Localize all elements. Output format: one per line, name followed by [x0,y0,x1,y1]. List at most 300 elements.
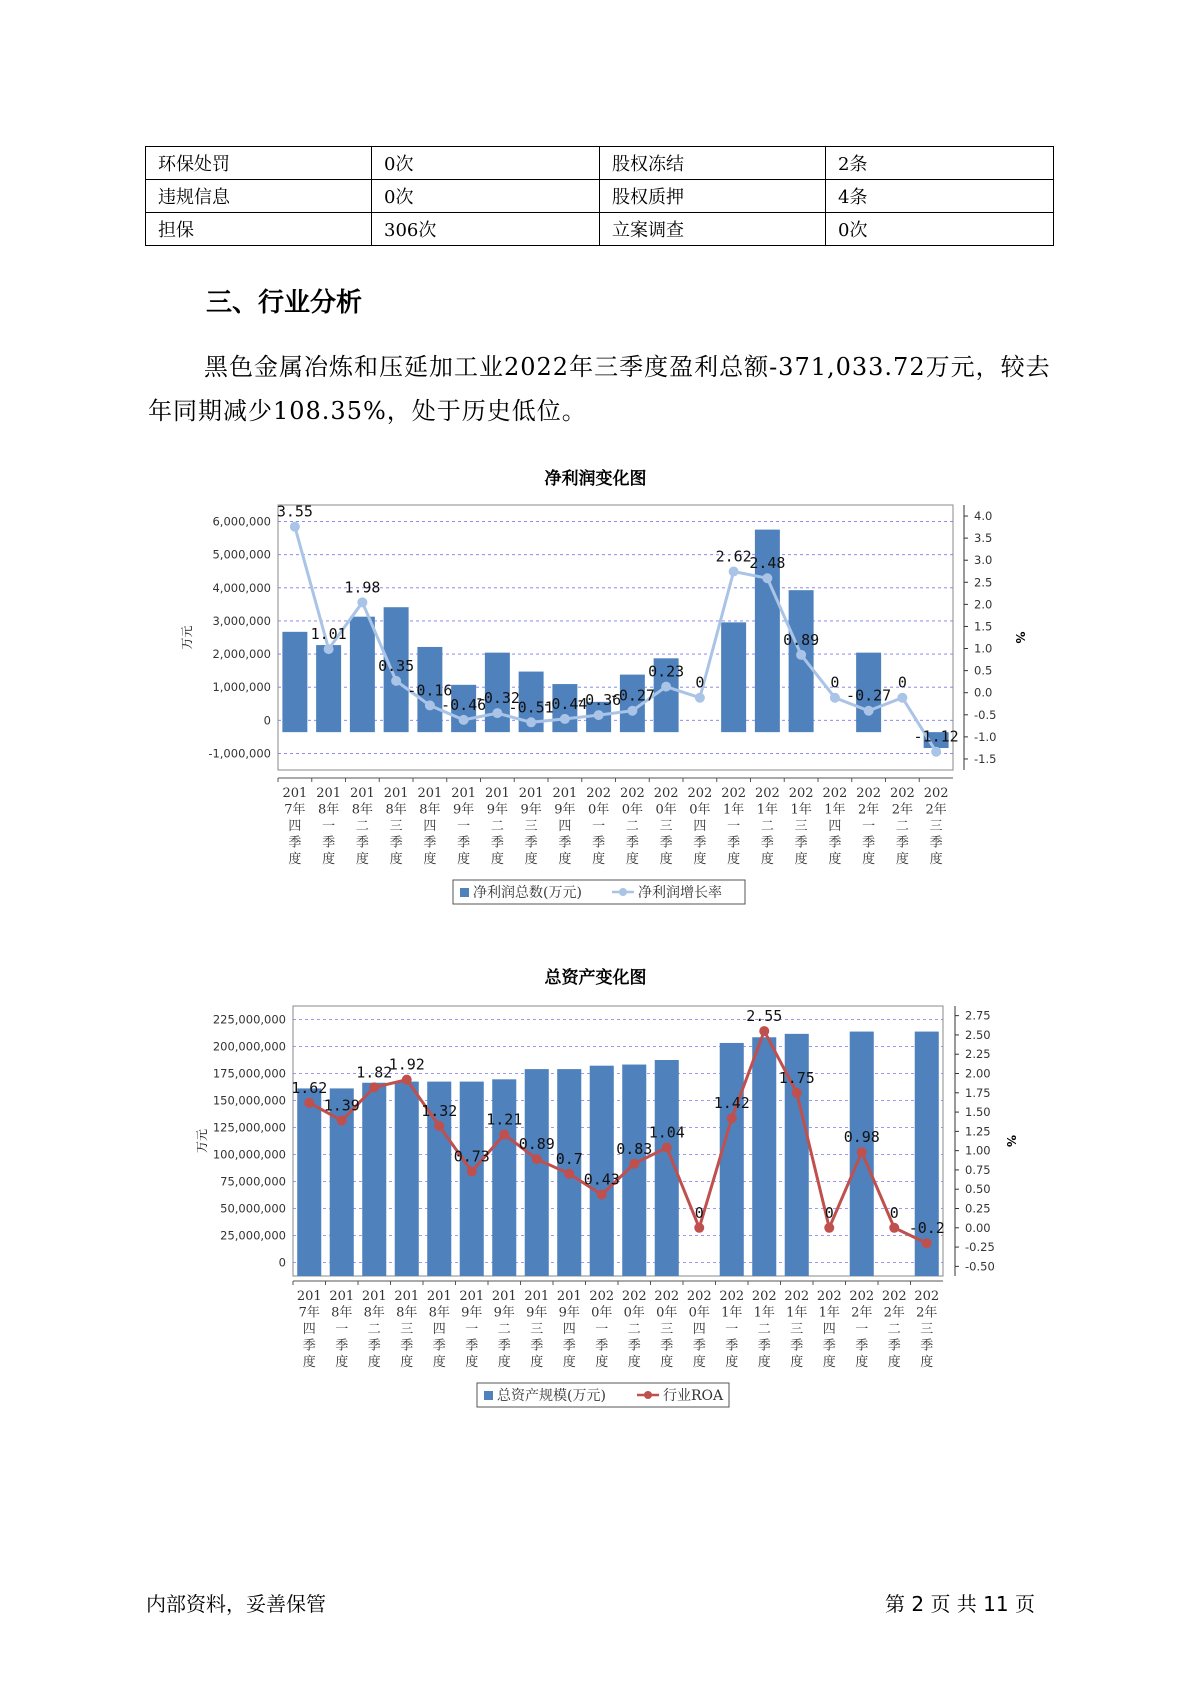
x-tick-label: 9年 [520,802,542,818]
y2-tick-label: 1.75 [965,1085,991,1100]
x-tick-label: 四 [828,819,842,834]
x-tick-label: 季 [822,1338,836,1354]
x-tick-label: 一 [725,1322,739,1337]
data-label: 1.04 [648,1123,685,1142]
data-label: -0.2 [908,1219,945,1238]
x-tick-label: 季 [322,835,336,851]
x-tick-label: 202 [816,1289,842,1304]
x-tick-label: 一 [457,819,471,834]
x-tick-label: 201 [491,1289,517,1304]
x-tick-label: 季 [558,835,572,851]
x-tick-label: 202 [889,786,915,801]
y-tick-label: 50,000,000 [220,1201,286,1216]
x-tick-label: 度 [432,1355,446,1370]
x-tick-label: 2年 [891,802,914,818]
x-tick-label: 202 [653,786,679,801]
x-tick-label: 度 [465,1355,479,1370]
x-tick-label: 度 [760,852,774,867]
x-tick-label: 度 [855,1355,869,1370]
x-tick-label: 一 [862,819,876,834]
table-cell: 股权质押 [600,180,826,213]
x-tick-label: 季 [757,1338,771,1354]
data-label: 1.98 [344,578,381,597]
x-tick-label: 8年 [363,1305,385,1321]
analysis-paragraph: 黑色金属冶炼和压延加工业2022年三季度盈利总额-371,033.72万元，较去年同期减少108.35%，处于历史低位。 [148,353,1051,425]
data-label: 1.32 [421,1101,458,1120]
bar [395,1082,419,1276]
data-label: 1.42 [713,1094,750,1113]
x-tick-label: 1年 [786,1305,808,1321]
bar [752,1037,776,1276]
y2-tick-label: -1.5 [974,751,997,766]
y-tick-label: 125,000,000 [212,1120,286,1135]
x-tick-label: 一 [727,819,741,834]
x-tick-label: 四 [693,819,707,834]
y-tick-label: 6,000,000 [212,514,271,529]
x-tick-label: 二 [490,819,504,834]
line-point [922,1238,932,1248]
x-tick-label: 三 [530,1322,544,1337]
line-point [369,1082,379,1092]
x-tick-label: 201 [282,786,308,801]
footer-confidential: 内部资料，妥善保管 [146,1592,326,1616]
data-label: 0 [897,673,907,692]
y2-tick-label: 1.00 [965,1143,991,1158]
chart-title-net-profit: 净利润变化图 [544,469,647,489]
line-point [499,1129,509,1139]
x-tick-label: 度 [367,1355,381,1370]
x-tick-label: 0年 [587,802,610,818]
x-tick-label: 202 [881,1289,907,1304]
x-tick-label: 一 [322,819,336,834]
y-tick-label: 2,000,000 [212,647,271,662]
x-tick-label: 一 [595,1322,609,1337]
x-tick-label: 201 [361,1289,387,1304]
x-tick-label: 1年 [824,802,846,818]
data-label: 3.55 [276,502,313,521]
y-tick-label: 0 [263,713,271,728]
x-tick-label: 201 [451,786,477,801]
y-tick-label: 5,000,000 [212,547,271,562]
x-tick-label: 二 [760,819,774,834]
x-tick-label: 7年 [298,1305,320,1321]
x-tick-label: 二 [625,819,639,834]
x-tick-label: 度 [562,1355,576,1370]
line-point [824,1223,834,1233]
x-tick-label: 7年 [284,802,306,818]
x-tick-label: 202 [849,1289,875,1304]
x-tick-label: 季 [727,835,741,851]
x-tick-label: 三 [524,819,538,834]
x-tick-label: 202 [621,1289,647,1304]
x-tick-label: 三 [389,819,403,834]
y2-tick-label: 3.0 [974,553,993,568]
data-label: 0 [830,673,840,692]
y-tick-label: 175,000,000 [212,1066,286,1081]
footer-page-number: 第 2 页 共 11 页 [885,1592,1035,1616]
data-label: -0.51 [508,698,554,717]
line-point [597,1190,607,1200]
x-tick-label: 季 [929,835,943,851]
legend-line-label: 净利润增长率 [638,885,722,901]
bar [460,1082,484,1276]
y-axis-label: 万元 [195,1128,209,1154]
x-tick-label: 度 [828,852,842,867]
x-tick-label: 201 [394,1289,420,1304]
line-point [467,1166,477,1176]
table-cell: 违规信息 [146,180,372,213]
x-tick-label: 度 [558,852,572,867]
data-label: 1.39 [323,1096,360,1115]
y-axis-label: 万元 [180,625,194,650]
x-tick-label: 202 [586,786,612,801]
line-point [889,1223,899,1233]
x-tick-label: 201 [524,1289,550,1304]
x-tick-label: 季 [562,1338,576,1354]
y2-tick-label: -0.5 [974,707,997,722]
y-tick-label: 200,000,000 [212,1039,286,1054]
y-tick-label: 0 [278,1255,286,1270]
legend-bar-label: 总资产规模(万元) [497,1388,606,1404]
x-tick-label: 201 [383,786,409,801]
x-tick-label: 度 [490,852,504,867]
x-tick-label: 201 [552,786,578,801]
x-tick-label: 季 [659,835,673,851]
table-cell: 担保 [146,213,372,246]
x-tick-label: 度 [794,852,808,867]
x-tick-label: 三 [929,819,943,834]
data-label: -0.32 [474,689,520,708]
table-cell: 0次 [372,180,600,213]
table-cell: 0次 [826,213,1054,246]
x-tick-label: 201 [556,1289,582,1304]
y2-tick-label: 1.0 [974,641,993,656]
x-tick-label: 四 [692,1322,706,1337]
x-tick-label: 二 [895,819,909,834]
x-tick-label: 度 [592,852,606,867]
x-tick-label: 1年 [790,802,812,818]
legend-line-marker [644,1391,652,1399]
x-tick-label: 1年 [753,1305,775,1321]
y2-tick-label: -1.0 [974,729,997,744]
y2-tick-label: 0.0 [974,685,993,700]
x-tick-label: 季 [423,835,437,851]
line-point [434,1121,444,1131]
x-tick-label: 0年 [656,1305,678,1321]
x-tick-label: 季 [595,1338,609,1354]
section-title: 三、行业分析 [206,288,363,318]
line-point [727,1113,737,1123]
x-tick-label: 2年 [883,1305,905,1321]
x-tick-label: 202 [923,786,949,801]
x-tick-label: 季 [794,835,808,851]
x-tick-label: 季 [862,835,876,851]
x-tick-label: 201 [459,1289,485,1304]
data-label: 0.98 [843,1128,880,1147]
x-tick-label: 202 [751,1289,777,1304]
x-tick-label: 202 [686,1289,712,1304]
x-tick-label: 度 [692,1355,706,1370]
x-tick-label: 季 [920,1338,934,1354]
x-tick-label: 度 [497,1355,511,1370]
data-label: 2.55 [746,1007,783,1026]
x-tick-label: 1年 [756,802,779,818]
y2-tick-label: 0.5 [974,663,993,678]
data-label: 1.01 [310,625,347,644]
x-tick-label: 季 [490,835,504,851]
x-tick-label: 度 [929,852,943,867]
x-tick-label: 季 [524,835,538,851]
x-tick-label: 四 [558,819,572,834]
x-tick-label: 季 [725,1338,739,1354]
x-tick-label: 季 [627,1338,641,1354]
x-tick-label: 202 [654,1289,680,1304]
data-label: 2.62 [715,547,752,566]
x-tick-label: 三 [659,819,673,834]
x-tick-label: 度 [693,852,707,867]
x-tick-label: 8年 [428,1305,450,1321]
data-label: 2.48 [749,554,786,573]
x-tick-label: 202 [589,1289,615,1304]
y2-tick-label: 2.0 [974,597,993,612]
y-tick-label: 225,000,000 [212,1012,286,1027]
y2-tick-label: 0.25 [965,1201,991,1216]
x-tick-label: 9年 [452,802,475,818]
data-label: 1.21 [486,1110,523,1129]
x-tick-label: 季 [457,835,471,851]
x-tick-label: 度 [790,1355,804,1370]
x-tick-label: 202 [784,1289,810,1304]
data-label: -0.16 [407,681,453,700]
table-cell: 股权冻结 [600,147,826,180]
x-tick-label: 季 [432,1338,446,1354]
data-label: 0 [695,673,705,692]
x-tick-label: 2年 [916,1305,938,1321]
x-tick-label: 季 [335,1338,349,1354]
x-tick-label: 季 [625,835,639,851]
x-tick-label: 二 [497,1322,511,1337]
x-tick-label: 季 [895,835,909,851]
x-tick-label: 8年 [331,1305,353,1321]
y2-tick-label: 1.25 [965,1124,991,1139]
y2-tick-label: 0.75 [965,1162,991,1177]
x-tick-label: 度 [389,852,403,867]
x-tick-label: 度 [530,1355,544,1370]
x-tick-label: 一 [335,1322,349,1337]
data-label: 1.82 [356,1063,393,1082]
x-tick-label: 度 [895,852,909,867]
x-tick-label: 1年 [721,1305,743,1321]
x-tick-label: 一 [855,1322,869,1337]
x-tick-label: 202 [914,1289,940,1304]
table-cell: 环保处罚 [146,147,372,180]
y2-tick-label: 1.50 [965,1105,991,1120]
y-tick-label: 75,000,000 [220,1174,286,1189]
y2-tick-label: -0.25 [965,1240,995,1255]
x-tick-label: 度 [862,852,876,867]
y2-tick-label: 0.00 [965,1220,991,1235]
bar [525,1069,549,1276]
x-tick-label: 季 [530,1338,544,1354]
line-point [857,1147,867,1157]
x-tick-label: 0年 [623,1305,645,1321]
x-tick-label: 2年 [925,802,947,818]
x-tick-label: 9年 [486,802,509,818]
line-point [629,1159,639,1169]
x-tick-label: 201 [484,786,510,801]
x-tick-label: 一 [592,819,606,834]
data-label: -0.46 [441,695,487,714]
data-label: 0.83 [616,1139,653,1158]
x-tick-label: 季 [887,1338,901,1354]
y2-tick-label: 2.25 [965,1047,991,1062]
x-tick-label: 季 [790,1338,804,1354]
legend-line-label: 行业ROA [663,1388,724,1404]
y2-tick-label: 2.5 [974,575,993,590]
x-tick-label: 度 [302,1355,316,1370]
x-tick-label: 201 [426,1289,452,1304]
x-tick-label: 度 [423,852,437,867]
x-tick-label: 202 [719,1289,745,1304]
x-tick-label: 9年 [526,1305,548,1321]
table-cell: 0次 [372,147,600,180]
x-tick-label: 度 [288,852,302,867]
data-label: -0.27 [846,686,892,705]
table-cell: 4条 [826,180,1054,213]
x-tick-label: 201 [417,786,443,801]
x-tick-label: 一 [465,1322,479,1337]
y2-tick-label: 2.00 [965,1066,991,1081]
x-tick-label: 季 [497,1338,511,1354]
x-tick-label: 季 [355,835,369,851]
x-tick-label: 0年 [688,1305,710,1321]
x-tick-label: 0年 [689,802,711,818]
table-cell: 306次 [372,213,600,246]
x-tick-label: 1年 [722,802,745,818]
x-tick-label: 三 [920,1322,934,1337]
x-tick-label: 四 [562,1322,576,1337]
y-tick-label: -1,000,000 [208,746,271,761]
x-tick-label: 1年 [818,1305,840,1321]
line-point [759,1026,769,1036]
x-tick-label: 度 [400,1355,414,1370]
data-label: -0.44 [542,694,588,713]
x-tick-label: 季 [855,1338,869,1354]
table-cell: 立案调查 [600,213,826,246]
data-label: 0.73 [453,1147,490,1166]
data-label: 0.35 [378,656,415,675]
x-tick-label: 202 [822,786,848,801]
x-tick-label: 度 [887,1355,901,1370]
x-tick-label: 四 [822,1322,836,1337]
data-label: -0.27 [609,686,655,705]
x-tick-label: 四 [432,1322,446,1337]
line-point [337,1116,347,1126]
legend-bar-label: 净利润总数(万元) [473,885,582,901]
line-point [564,1169,574,1179]
x-tick-label: 度 [627,1355,641,1370]
y2-tick-label: 0.50 [965,1182,991,1197]
x-tick-label: 二 [887,1322,901,1337]
x-tick-label: 三 [790,1322,804,1337]
x-tick-label: 度 [920,1355,934,1370]
line-point [792,1088,802,1098]
x-tick-label: 202 [619,786,645,801]
y2-tick-label: 2.75 [965,1008,991,1023]
y-tick-label: 150,000,000 [212,1093,286,1108]
x-tick-label: 0年 [621,802,644,818]
x-tick-label: 201 [518,786,544,801]
chart-title-total-assets: 总资产变化图 [544,968,647,988]
x-tick-label: 0年 [655,802,677,818]
y2-tick-label: 3.5 [974,531,993,546]
data-label: 0.23 [648,662,685,681]
x-tick-label: 四 [288,819,302,834]
y2-tick-label: -0.50 [965,1259,995,1274]
x-tick-label: 度 [660,1355,674,1370]
x-tick-label: 202 [754,786,780,801]
line-point [662,1143,672,1153]
data-label: 0.43 [583,1170,620,1189]
x-tick-label: 202 [687,786,713,801]
x-tick-label: 9年 [493,1305,515,1321]
x-tick-label: 0年 [591,1305,613,1321]
table-cell: 2条 [826,147,1054,180]
x-tick-label: 三 [660,1322,674,1337]
data-label: 0.7 [555,1149,583,1168]
x-tick-label: 202 [721,786,747,801]
x-tick-label: 202 [856,786,882,801]
data-label: 0.89 [783,630,820,649]
x-tick-label: 9年 [461,1305,483,1321]
x-tick-label: 季 [302,1338,316,1354]
x-tick-label: 度 [625,852,639,867]
data-label: 0 [694,1203,704,1222]
x-tick-label: 度 [524,852,538,867]
x-tick-label: 8年 [351,802,374,818]
x-tick-label: 201 [329,1289,355,1304]
x-tick-label: 度 [757,1355,771,1370]
y2-axis-label: % [1013,631,1027,644]
x-tick-label: 度 [355,852,369,867]
line-point [532,1154,542,1164]
x-tick-label: 201 [316,786,342,801]
y-tick-label: 25,000,000 [220,1228,286,1243]
x-tick-label: 度 [727,852,741,867]
x-tick-label: 8年 [396,1305,418,1321]
data-label: 0.89 [518,1135,555,1154]
x-tick-label: 二 [627,1322,641,1337]
y-tick-label: 1,000,000 [212,680,271,695]
x-tick-label: 季 [592,835,606,851]
x-tick-label: 季 [400,1338,414,1354]
bar [720,1043,744,1276]
data-label: 1.75 [778,1068,815,1087]
x-tick-label: 8年 [419,802,441,818]
data-label: -0.36 [576,691,622,710]
x-tick-label: 季 [693,835,707,851]
x-tick-label: 8年 [385,802,407,818]
x-tick-label: 202 [788,786,814,801]
line-point [304,1098,314,1108]
data-label: 0 [889,1203,899,1222]
y-tick-label: 100,000,000 [212,1147,286,1162]
x-tick-label: 三 [400,1322,414,1337]
x-tick-label: 9年 [558,1305,580,1321]
data-label: 1.62 [291,1078,328,1097]
x-tick-label: 季 [389,835,403,851]
data-label: 1.92 [388,1055,425,1074]
